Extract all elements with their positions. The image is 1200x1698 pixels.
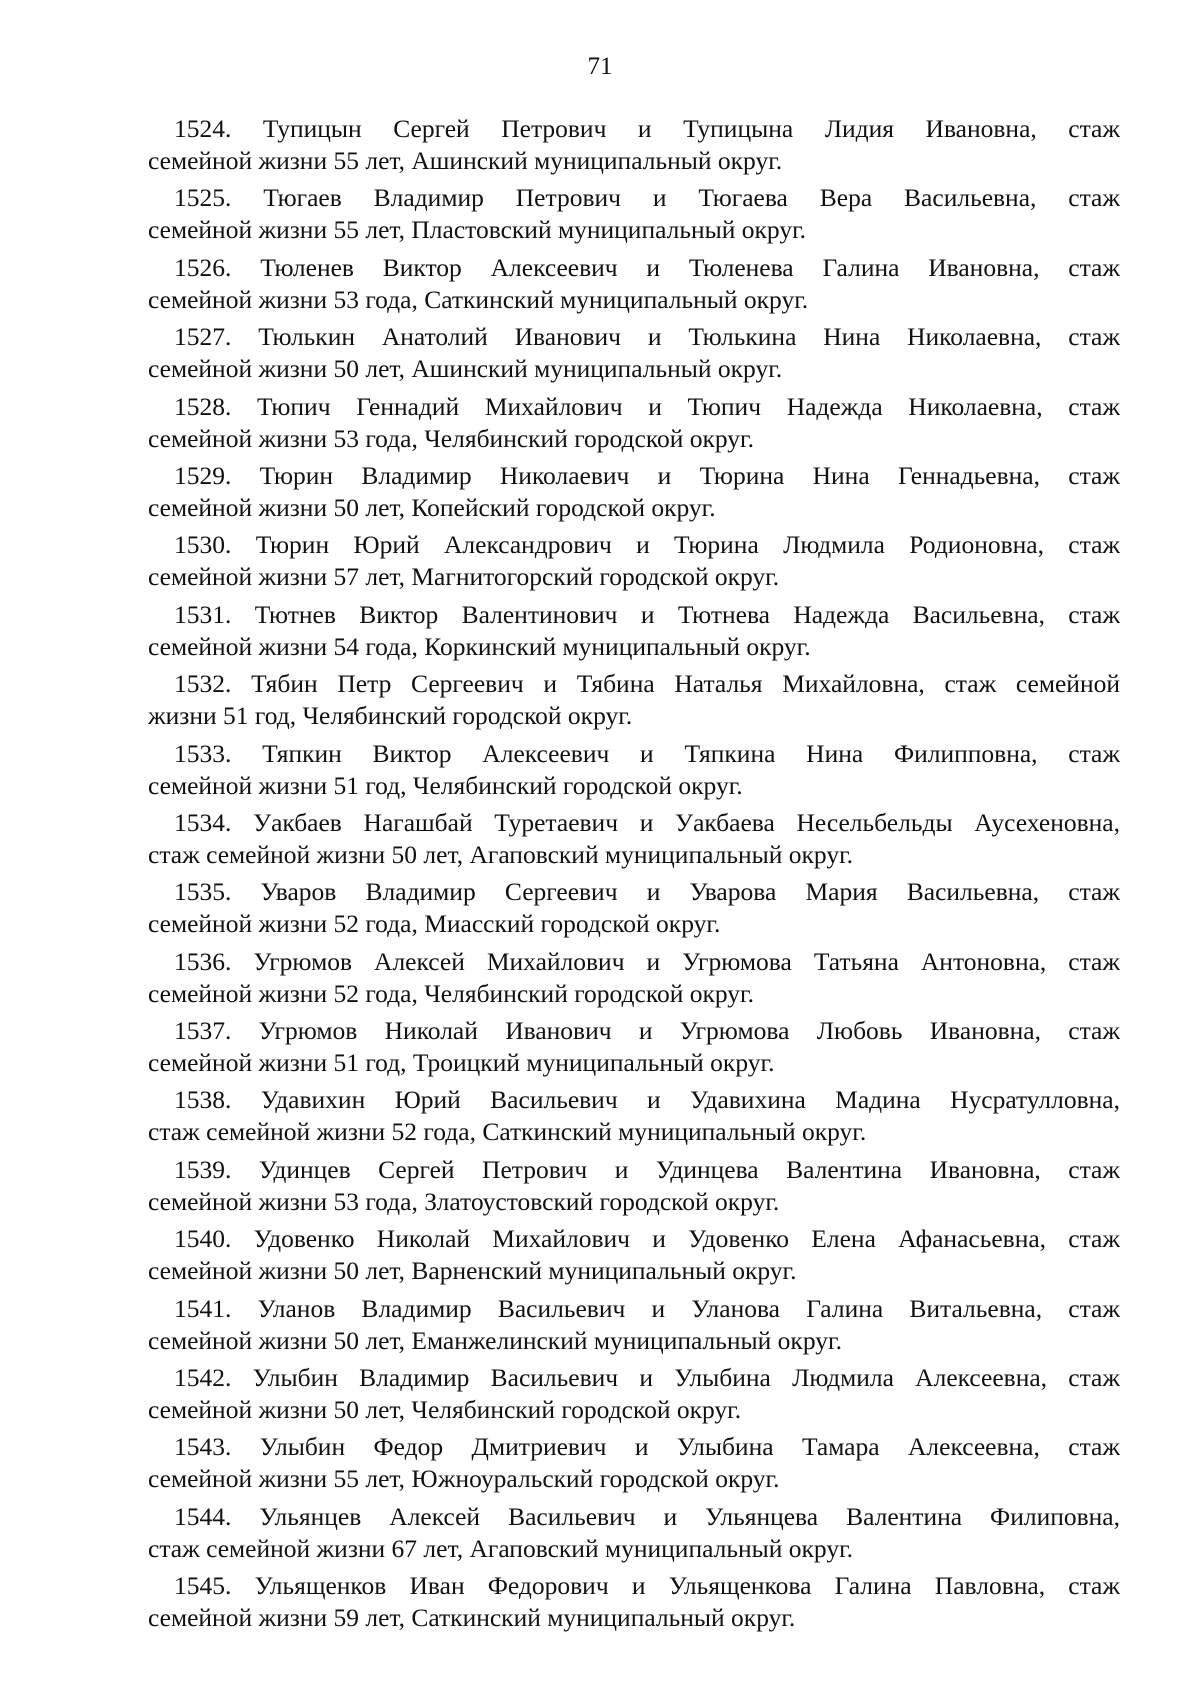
entry-second-line: семейной жизни 54 года, Коркинский муниципальный округ. [148, 631, 811, 661]
list-item [148, 599, 1120, 663]
entry-second-line: семейной жизни 52 года, Миасский городской округ. [148, 909, 721, 939]
entry-second-line: семейной жизни 51 год, Троицкий муниципальный округ. [148, 1048, 775, 1078]
list-item [148, 1154, 1120, 1218]
entry-first-line: 1532. Тябин Петр Сергеевич и Тябина Наталья Михайловна, стаж семейной [174, 669, 1120, 699]
entry-second-line: стаж семейной жизни 50 лет, Агаповский муниципальный округ. [148, 839, 854, 869]
entry-second-line: семейной жизни 57 лет, Магнитогорский городской округ. [148, 562, 780, 592]
list-item [148, 946, 1120, 1010]
entry-first-line: 1530. Тюрин Юрий Александрович и Тюрина Людмила Родионовна, стаж [174, 530, 1120, 560]
entry-first-line: 1528. Тюпич Геннадий Михайлович и Тюпич Надежда Николаевна, стаж [174, 391, 1120, 421]
entry-second-line: стаж семейной жизни 67 лет, Агаповский муниципальный округ. [148, 1533, 854, 1563]
list-item [148, 876, 1120, 940]
entry-second-line: семейной жизни 51 год, Челябинский городской округ. [148, 770, 743, 800]
list-item [148, 1223, 1120, 1287]
entry-first-line: 1524. Тупицын Сергей Петрович и Тупицына Лидия Ивановна, стаж [174, 114, 1120, 143]
entry-first-line: 1531. Тютнев Виктор Валентинович и Тютнева Надежда Васильевна, стаж [174, 599, 1120, 629]
list-item [148, 668, 1120, 732]
entry-first-line: 1538. Удавихин Юрий Васильевич и Удавихина Мадина Нусратулловна, [174, 1085, 1120, 1115]
entry-first-line: 1534. Уакбаев Нагашбай Туретаевич и Уакбаева Несельбельды Аусехеновна, [174, 807, 1120, 837]
entry-second-line: жизни 51 год, Челябинский городской округ. [148, 701, 633, 731]
entry-second-line: семейной жизни 50 лет, Челябинский городской округ. [148, 1395, 742, 1425]
entry-second-line: семейной жизни 55 лет, Южноуральский городской округ. [148, 1464, 780, 1494]
page-number: 71 [587, 53, 613, 80]
entry-first-line: 1529. Тюрин Владимир Николаевич и Тюрина Нина Геннадьевна, стаж [174, 460, 1120, 490]
entry-second-line: семейной жизни 50 лет, Еманжелинский муниципальный округ. [148, 1325, 842, 1355]
list-item [148, 391, 1120, 455]
entry-second-line: семейной жизни 50 лет, Копейский городской округ. [148, 492, 716, 522]
entry-second-line: семейной жизни 52 года, Челябинский городской округ. [148, 978, 754, 1008]
list-item [148, 321, 1120, 385]
entry-first-line: 1537. Угрюмов Николай Иванович и Угрюмова Любовь Ивановна, стаж [174, 1016, 1120, 1046]
list-item [148, 182, 1120, 246]
entry-second-line: семейной жизни 55 лет, Пластовский муниципальный округ. [148, 215, 807, 245]
entries-list [148, 113, 1120, 1640]
list-item [148, 1501, 1120, 1565]
entry-first-line: 1533. Тяпкин Виктор Алексеевич и Тяпкина Нина Филипповна, стаж [174, 738, 1120, 768]
list-item [148, 460, 1120, 524]
entry-second-line: семейной жизни 50 лет, Ашинский муниципальный округ. [148, 354, 783, 384]
entry-second-line: семейной жизни 59 лет, Саткинский муниципальный округ. [148, 1603, 796, 1633]
list-item [148, 1293, 1120, 1357]
entry-first-line: 1525. Тюгаев Владимир Петрович и Тюгаева Вера Васильевна, стаж [174, 183, 1120, 213]
list-item [148, 1015, 1120, 1079]
entry-first-line: 1542. Улыбин Владимир Васильевич и Улыбина Людмила Алексеевна, стаж [174, 1363, 1120, 1393]
list-item [148, 252, 1120, 316]
list-item [148, 113, 1120, 177]
entry-first-line: 1540. Удовенко Николай Михайлович и Удовенко Елена Афанасьевна, стаж [174, 1224, 1120, 1254]
list-item [148, 529, 1120, 593]
list-item [148, 1084, 1120, 1148]
entry-first-line: 1539. Удинцев Сергей Петрович и Удинцева Валентина Ивановна, стаж [174, 1154, 1120, 1184]
entry-first-line: 1544. Ульянцев Алексей Васильевич и Ульянцева Валентина Филиповна, [174, 1501, 1120, 1531]
entry-second-line: стаж семейной жизни 52 года, Саткинский муниципальный округ. [148, 1117, 867, 1147]
entry-second-line: семейной жизни 55 лет, Ашинский муниципальный округ. [148, 146, 783, 175]
entry-first-line: 1536. Угрюмов Алексей Михайлович и Угрюмова Татьяна Антоновна, стаж [174, 946, 1120, 976]
entry-second-line: семейной жизни 53 года, Саткинский муниципальный округ. [148, 284, 809, 314]
list-item [148, 738, 1120, 802]
entry-first-line: 1535. Уваров Владимир Сергеевич и Уварова Мария Васильевна, стаж [174, 877, 1120, 907]
entry-first-line: 1541. Уланов Владимир Васильевич и Уланова Галина Витальевна, стаж [174, 1293, 1120, 1323]
list-item [148, 1431, 1120, 1495]
list-item [148, 1570, 1120, 1634]
entry-second-line: семейной жизни 53 года, Челябинский городской округ. [148, 423, 754, 453]
entry-first-line: 1545. Ульященков Иван Федорович и Ульященкова Галина Павловна, стаж [174, 1571, 1120, 1601]
entry-first-line: 1543. Улыбин Федор Дмитриевич и Улыбина Тамара Алексеевна, стаж [174, 1432, 1120, 1462]
entry-second-line: семейной жизни 53 года, Златоустовский городской округ. [148, 1186, 780, 1216]
list-item [148, 1362, 1120, 1426]
entry-first-line: 1527. Тюлькин Анатолий Иванович и Тюлькина Нина Николаевна, стаж [174, 322, 1120, 352]
list-item [148, 807, 1120, 871]
entry-second-line: семейной жизни 50 лет, Варненский муниципальный округ. [148, 1256, 797, 1286]
entry-first-line: 1526. Тюленев Виктор Алексеевич и Тюленева Галина Ивановна, стаж [174, 252, 1120, 282]
